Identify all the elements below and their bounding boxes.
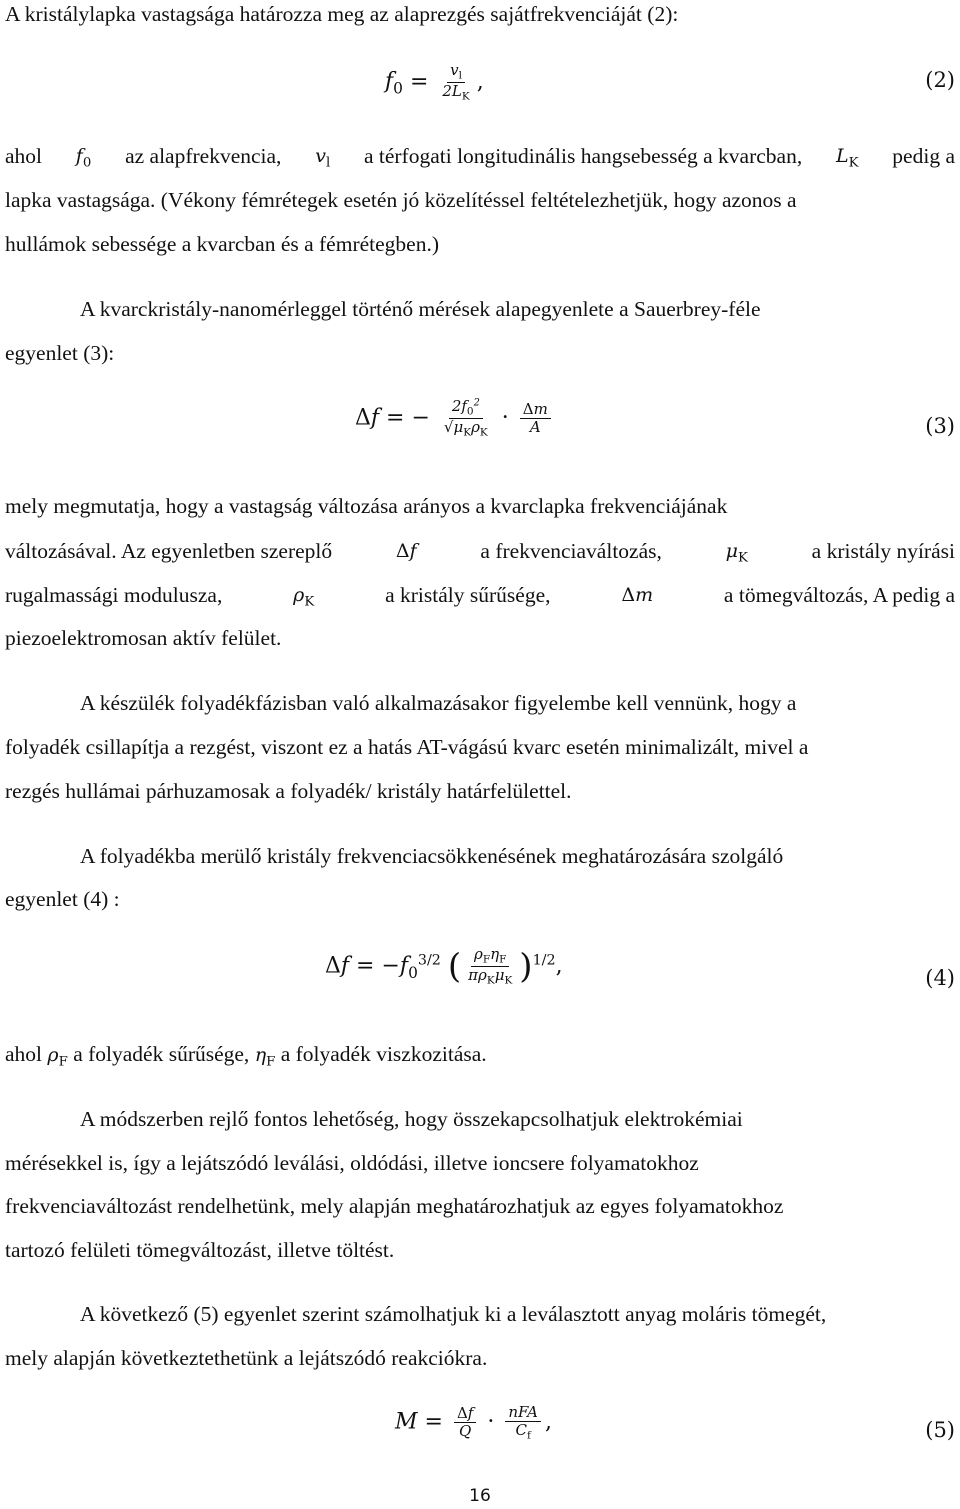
math-symbol: $f_0$ xyxy=(75,145,92,171)
paragraph-line: rugalmassági modulusza, $\rho_K$ a kristály sűrűsége, Δm a tömegváltozás, A pedig a xyxy=(5,581,955,617)
paragraph-line: mely alapján következtethetünk a lejátszódó reakciókra. xyxy=(5,1346,488,1370)
paragraph-line: egyenlet (4) : xyxy=(5,887,120,911)
paragraph-line: A készülék folyadékfázisban való alkalmazásakor figyelembe kell vennünk, hogy a xyxy=(80,691,797,715)
paragraph-line: változásával. Az egyenletben szereplő Δf a frekvenciaváltozás, $\mu_K$ a kristály nyírási xyxy=(5,537,955,573)
equation-number: (5) xyxy=(925,1418,955,1442)
math-symbol: Δf xyxy=(395,540,417,562)
paragraph-line: mérésekkel is, így a lejátszódó leválási, oldódási, illetve ioncsere folyamatokhoz xyxy=(5,1151,699,1175)
paragraph-line: A módszerben rejlő fontos lehetőség, hogy összekapcsolhatjuk elektrokémiai xyxy=(80,1107,743,1131)
paragraph-line: mely megmutatja, hogy a vastagság változása arányos a kvarclapka frekvenciájának xyxy=(5,494,728,518)
equation-4: $\Delta f = -f_0^{3/2}$ ( $\frac{\rho_F\eta_F}{\pi\rho_K\mu_K}$ )$^{1/2}$, xyxy=(325,945,563,987)
paragraph-line: A folyadékba merülő kristály frekvenciacsökkenésének meghatározására szolgáló xyxy=(80,844,784,868)
paragraph-line: folyadék csillapítja a rezgést, viszont ez a hatás AT-vágású kvarc esetén minimalizált, mivel a xyxy=(5,735,809,759)
math-symbol: $\mu_K$ xyxy=(725,540,748,566)
equation-number: (4) xyxy=(925,966,955,990)
math-symbol: $\eta_F$ xyxy=(254,1044,276,1070)
paragraph-line: A következő (5) egyenlet szerint számolhatjuk ki a leválasztott anyag moláris tömegét, xyxy=(80,1302,827,1326)
equation-2: $f_0$ = $\frac{v_l}{2L_K}$ , xyxy=(385,61,484,103)
paragraph-line: piezoelektromosan aktív felület. xyxy=(5,626,282,650)
math-symbol: $v_l$ xyxy=(315,145,331,171)
paragraph-line: frekvenciaváltozást rendelhetünk, mely alapján meghatározhatjuk az egyes folyamatokhoz xyxy=(5,1194,784,1218)
page-number: 16 xyxy=(469,1486,491,1506)
paragraph-line: hullámok sebessége a kvarcban és a fémrétegben.) xyxy=(5,232,439,256)
math-symbol: $\rho_F$ xyxy=(47,1044,68,1070)
equation-5: M = $\frac{\Delta f}{Q}$ · $\frac{\text{nFA}}{C_f}$ , xyxy=(395,1403,552,1442)
paragraph-line: egyenlet (3): xyxy=(5,341,115,365)
paragraph-line: rezgés hullámai párhuzamosak a folyadék/ kristály határfelülettel. xyxy=(5,779,572,803)
math-symbol: Δm xyxy=(621,584,654,606)
paragraph-line: A kvarckristály-nanomérleggel történő mérések alapegyenlete a Sauerbrey-féle xyxy=(80,297,761,321)
equation-number: (3) xyxy=(925,414,955,438)
paragraph-line: ahol $f_0$ az alapfrekvencia, $v_l$ a térfogati longitudinális hangsebesség a kvarcban, $L_K$ pedig a xyxy=(5,142,955,178)
equation-3: Δf = − $\frac{2f_0^2}{√\mu_K\rho_K}$ · $\frac{\Delta m}{A}$ xyxy=(355,398,555,439)
equation-number: (2) xyxy=(925,68,955,92)
paragraph-line: lapka vastagsága. (Vékony fémrétegek esetén jó közelítéssel feltételezhetjük, hogy azonos a xyxy=(5,188,797,212)
math-symbol: $\rho_K$ xyxy=(293,584,315,610)
math-symbol: $L_K$ xyxy=(835,145,859,171)
text-span: A kristálylapka vastagsága határozza meg az alaprezgés sajátfrekvenciáját (2): xyxy=(5,2,679,26)
paragraph-line: ahol $\rho_F$ a folyadék sűrűsége, $\eta_F$ a folyadék viszkozitása. xyxy=(5,1042,487,1070)
paragraph-line: tartozó felületi tömegváltozást, illetve töltést. xyxy=(5,1238,395,1262)
paragraph-line xyxy=(5,0,955,28)
